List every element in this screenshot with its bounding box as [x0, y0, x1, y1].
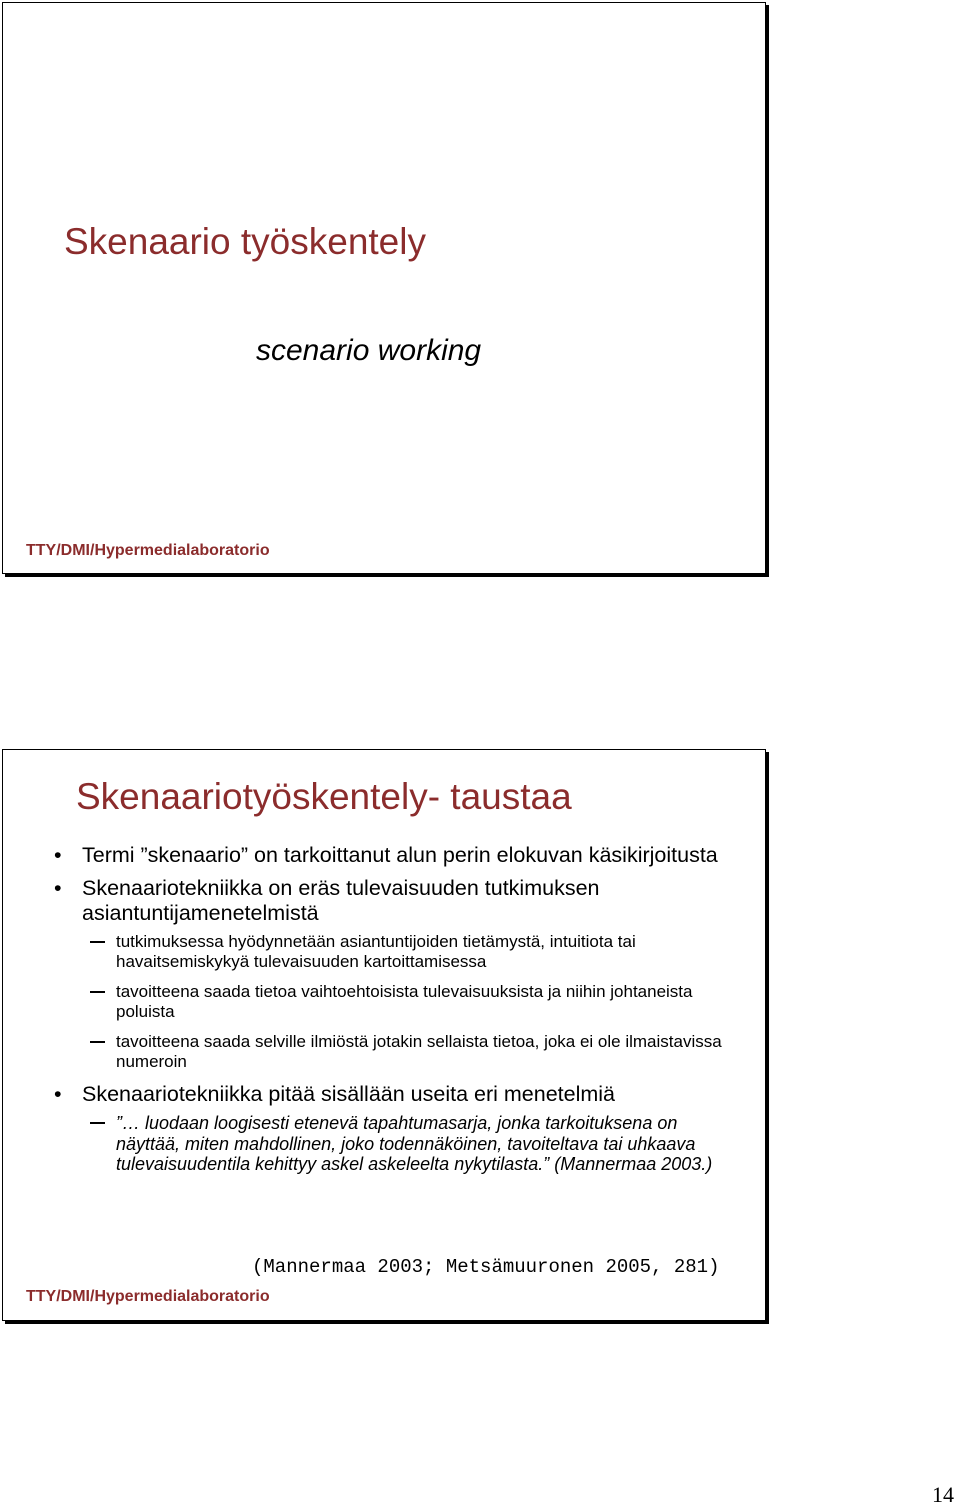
slide-2-title: Skenaariotyöskentely- taustaa — [76, 776, 572, 817]
quote-text: ”… luodaan loogisesti etenevä tapahtumasarja, jonka tarkoituksena on näyttää, miten mahdollinen, joko todennäköinen, tavoiteltava tai uhkaava tulevaisuudentila kehittyy askel askeleelta nykytilasta.” (Mannermaa 2003.) — [116, 1113, 713, 1174]
slide-1-title: Skenaario työskentely — [64, 221, 426, 262]
bullet-text: Skenaariotekniikka pitää sisällään useita eri menetelmiä — [82, 1082, 616, 1106]
sub-bullet-list — [50, 932, 740, 1072]
slide-2-footer: TTY/DMI/Hypermedialaboratorio — [26, 1288, 270, 1305]
dash-marker — [90, 991, 105, 993]
dash-marker — [90, 1122, 105, 1124]
sub-bullet-item — [50, 982, 740, 1022]
sub-bullet-item — [50, 1032, 740, 1072]
bullet-marker: • — [54, 843, 62, 867]
slide-1 — [2, 2, 766, 574]
sub-bullet-item — [50, 1113, 740, 1175]
slide-2-bullet-list — [50, 843, 740, 1185]
sub-bullet-item — [50, 932, 740, 972]
slide-1-subtitle: scenario working — [256, 334, 482, 367]
bullet-item — [50, 1082, 740, 1175]
dash-marker — [90, 1041, 105, 1043]
page-number: 14 — [932, 1482, 954, 1503]
bullet-text: Skenaariotekniikka on eräs tulevaisuuden tutkimuksen asiantuntijamenetelmistä — [82, 876, 600, 925]
citation: (Mannermaa 2003; Metsämuuronen 2005, 281) — [252, 1256, 720, 1278]
bullet-text: Termi ”skenaario” on tarkoittanut alun perin elokuvan käsikirjoitusta — [82, 843, 718, 867]
bullet-marker: • — [54, 1082, 62, 1106]
sub-bullet-list — [50, 1113, 740, 1175]
dash-marker — [90, 941, 105, 943]
sub-bullet-text: tutkimuksessa hyödynnetään asiantuntijoiden tietämystä, intuitiota tai havaitsemiskykyä tulevaisuuden kartoittamisessa — [116, 932, 636, 971]
bullet-item — [50, 843, 740, 868]
bullet-marker: • — [54, 876, 62, 900]
sub-bullet-text: tavoitteena saada selville ilmiöstä jotakin sellaista tietoa, joka ei ole ilmaistavissa numeroin — [116, 1032, 722, 1071]
sub-bullet-text: tavoitteena saada tietoa vaihtoehtoisista tulevaisuuksista ja niihin johtaneista poluista — [116, 982, 693, 1021]
slide-1-footer: TTY/DMI/Hypermedialaboratorio — [26, 542, 270, 559]
bullet-item — [50, 876, 740, 1072]
